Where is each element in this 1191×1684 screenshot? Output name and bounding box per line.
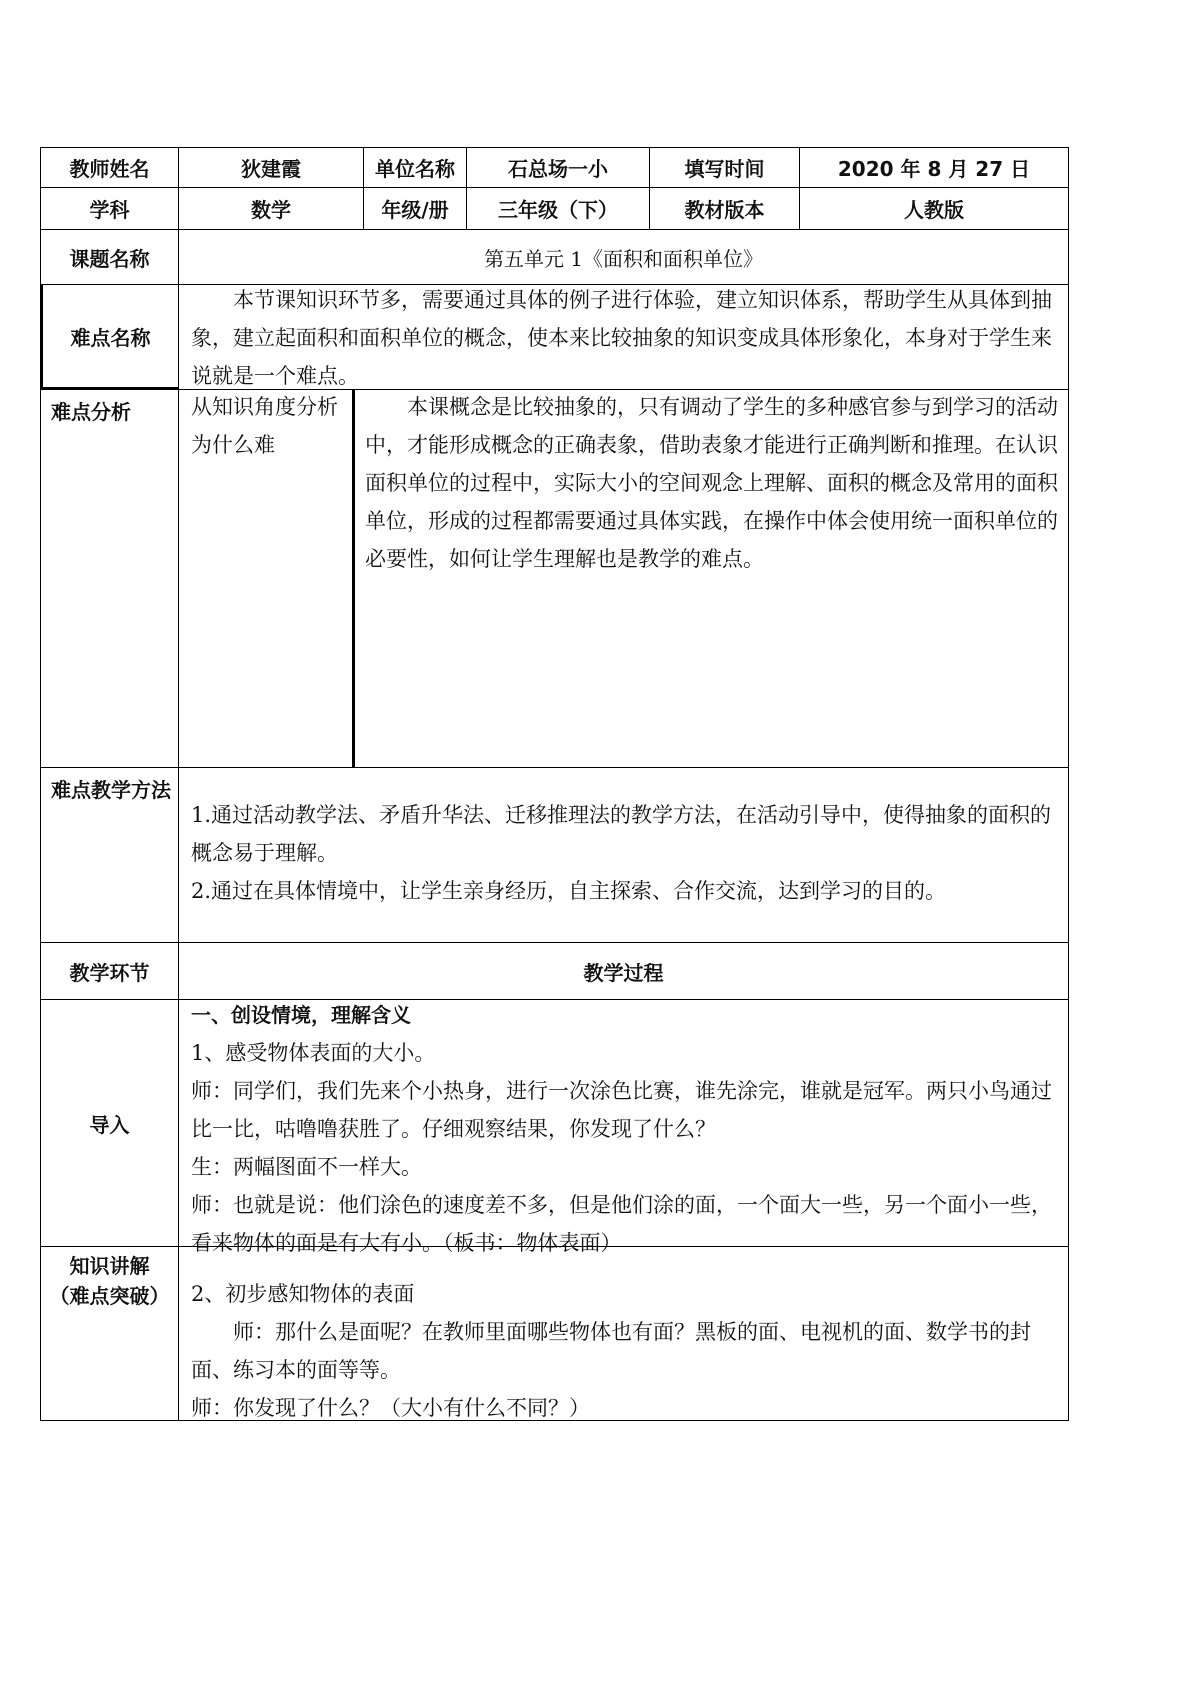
intro-text-cell: [178, 999, 1069, 1255]
grade-value: 三年级（下）: [466, 187, 650, 230]
topic-value: 第五单元 1《面积和面积单位》: [483, 246, 764, 271]
difficulty-label: 难点名称: [40, 284, 179, 390]
methods-label-cell: [40, 767, 179, 943]
edition-value: 人教版: [799, 187, 1069, 230]
analysis-sublabel-cell: [178, 389, 354, 768]
teaching-stage-header: 教学环节: [40, 942, 179, 1000]
grade-label: 年级/册: [363, 187, 467, 230]
teacher-name-value: 狄建霞: [178, 147, 364, 188]
topic-label: 课题名称: [40, 229, 179, 285]
topic-value-cell: [178, 229, 1069, 285]
subject-value: 数学: [178, 187, 364, 230]
edition-label: 教材版本: [649, 187, 800, 230]
method-item-2: 2.通过在具体情境中，让学生亲身经历，自主探索、合作交流，达到学习的目的。: [191, 879, 947, 903]
method-item-1: 1.通过活动教学法、矛盾升华法、迁移推理法的教学方法，在活动引导中，使得抽象的面积的概念易于理解。: [191, 803, 1052, 865]
unit-name-value: 石总场一小: [466, 147, 650, 188]
analysis-sublabel: 从知识角度分析为什么难: [191, 395, 338, 457]
knowledge-line-3: 师：你发现了什么？（大小有什么不同？）: [191, 1396, 590, 1420]
analysis-label: 难点分析: [51, 400, 131, 424]
intro-line-2: 师：同学们，我们先来个小热身，进行一次涂色比赛，谁先涂完，谁就是冠军。两只小鸟通过比一比，咕噜噜获胜了。仔细观察结果，你发现了什么？: [191, 1079, 1052, 1141]
analysis-text-cell: [352, 389, 1069, 768]
unit-name-label: 单位名称: [363, 147, 467, 188]
analysis-label-cell: [40, 389, 179, 768]
teacher-name-label: 教师姓名: [40, 147, 179, 188]
difficulty-text-cell: [178, 284, 1069, 390]
knowledge-line-1: 2、初步感知物体的表面: [191, 1282, 415, 1306]
intro-line-1: 1、感受物体表面的大小。: [191, 1041, 436, 1065]
intro-line-4: 师：也就是说：他们涂色的速度差不多，但是他们涂的面，一个面大一些，另一个面小一些，看来物体的面是有大有小。（板书：物体表面）: [191, 1193, 1052, 1255]
analysis-text: 本课概念是比较抽象的，只有调动了学生的多种感官参与到学习的活动中，才能形成概念的正确表象，借助表象才能进行正确判断和推理。在认识面积单位的过程中，实际大小的空间观念上理解、面积的概念及常用的面积单位，形成的过程都需要通过具体实践，在操作中体会使用统一面积单位的必要性，如何让学生理解也是教学的难点。: [365, 395, 1058, 571]
fill-date-value: 2020 年 8 月 27 日: [799, 147, 1069, 188]
knowledge-text-cell: [178, 1246, 1069, 1421]
intro-line-3: 生：两幅图面不一样大。: [191, 1155, 422, 1179]
methods-label: 难点教学方法: [51, 778, 171, 802]
knowledge-line-2: 师：那什么是面呢？在教师里面哪些物体也有面？黑板的面、电视机的面、数学书的封面、练习本的面等等。: [191, 1320, 1031, 1382]
subject-label: 学科: [40, 187, 179, 230]
fill-date-label: 填写时间: [649, 147, 800, 188]
knowledge-label-cell: [40, 1246, 179, 1421]
knowledge-label-line1: 知识讲解: [69, 1254, 150, 1278]
methods-text-cell: [178, 767, 1069, 943]
intro-label: 导入: [40, 999, 179, 1247]
intro-heading: 一、创设情境，理解含义: [191, 1003, 411, 1027]
teaching-process-header: 教学过程: [178, 942, 1069, 1000]
difficulty-text: 本节课知识环节多，需要通过具体的例子进行体验，建立知识体系，帮助学生从具体到抽象，建立起面积和面积单位的概念，使本来比较抽象的知识变成具体形象化，本身对于学生来说就是一个难点。: [191, 288, 1052, 388]
knowledge-label-line2: （难点突破）: [49, 1284, 170, 1308]
